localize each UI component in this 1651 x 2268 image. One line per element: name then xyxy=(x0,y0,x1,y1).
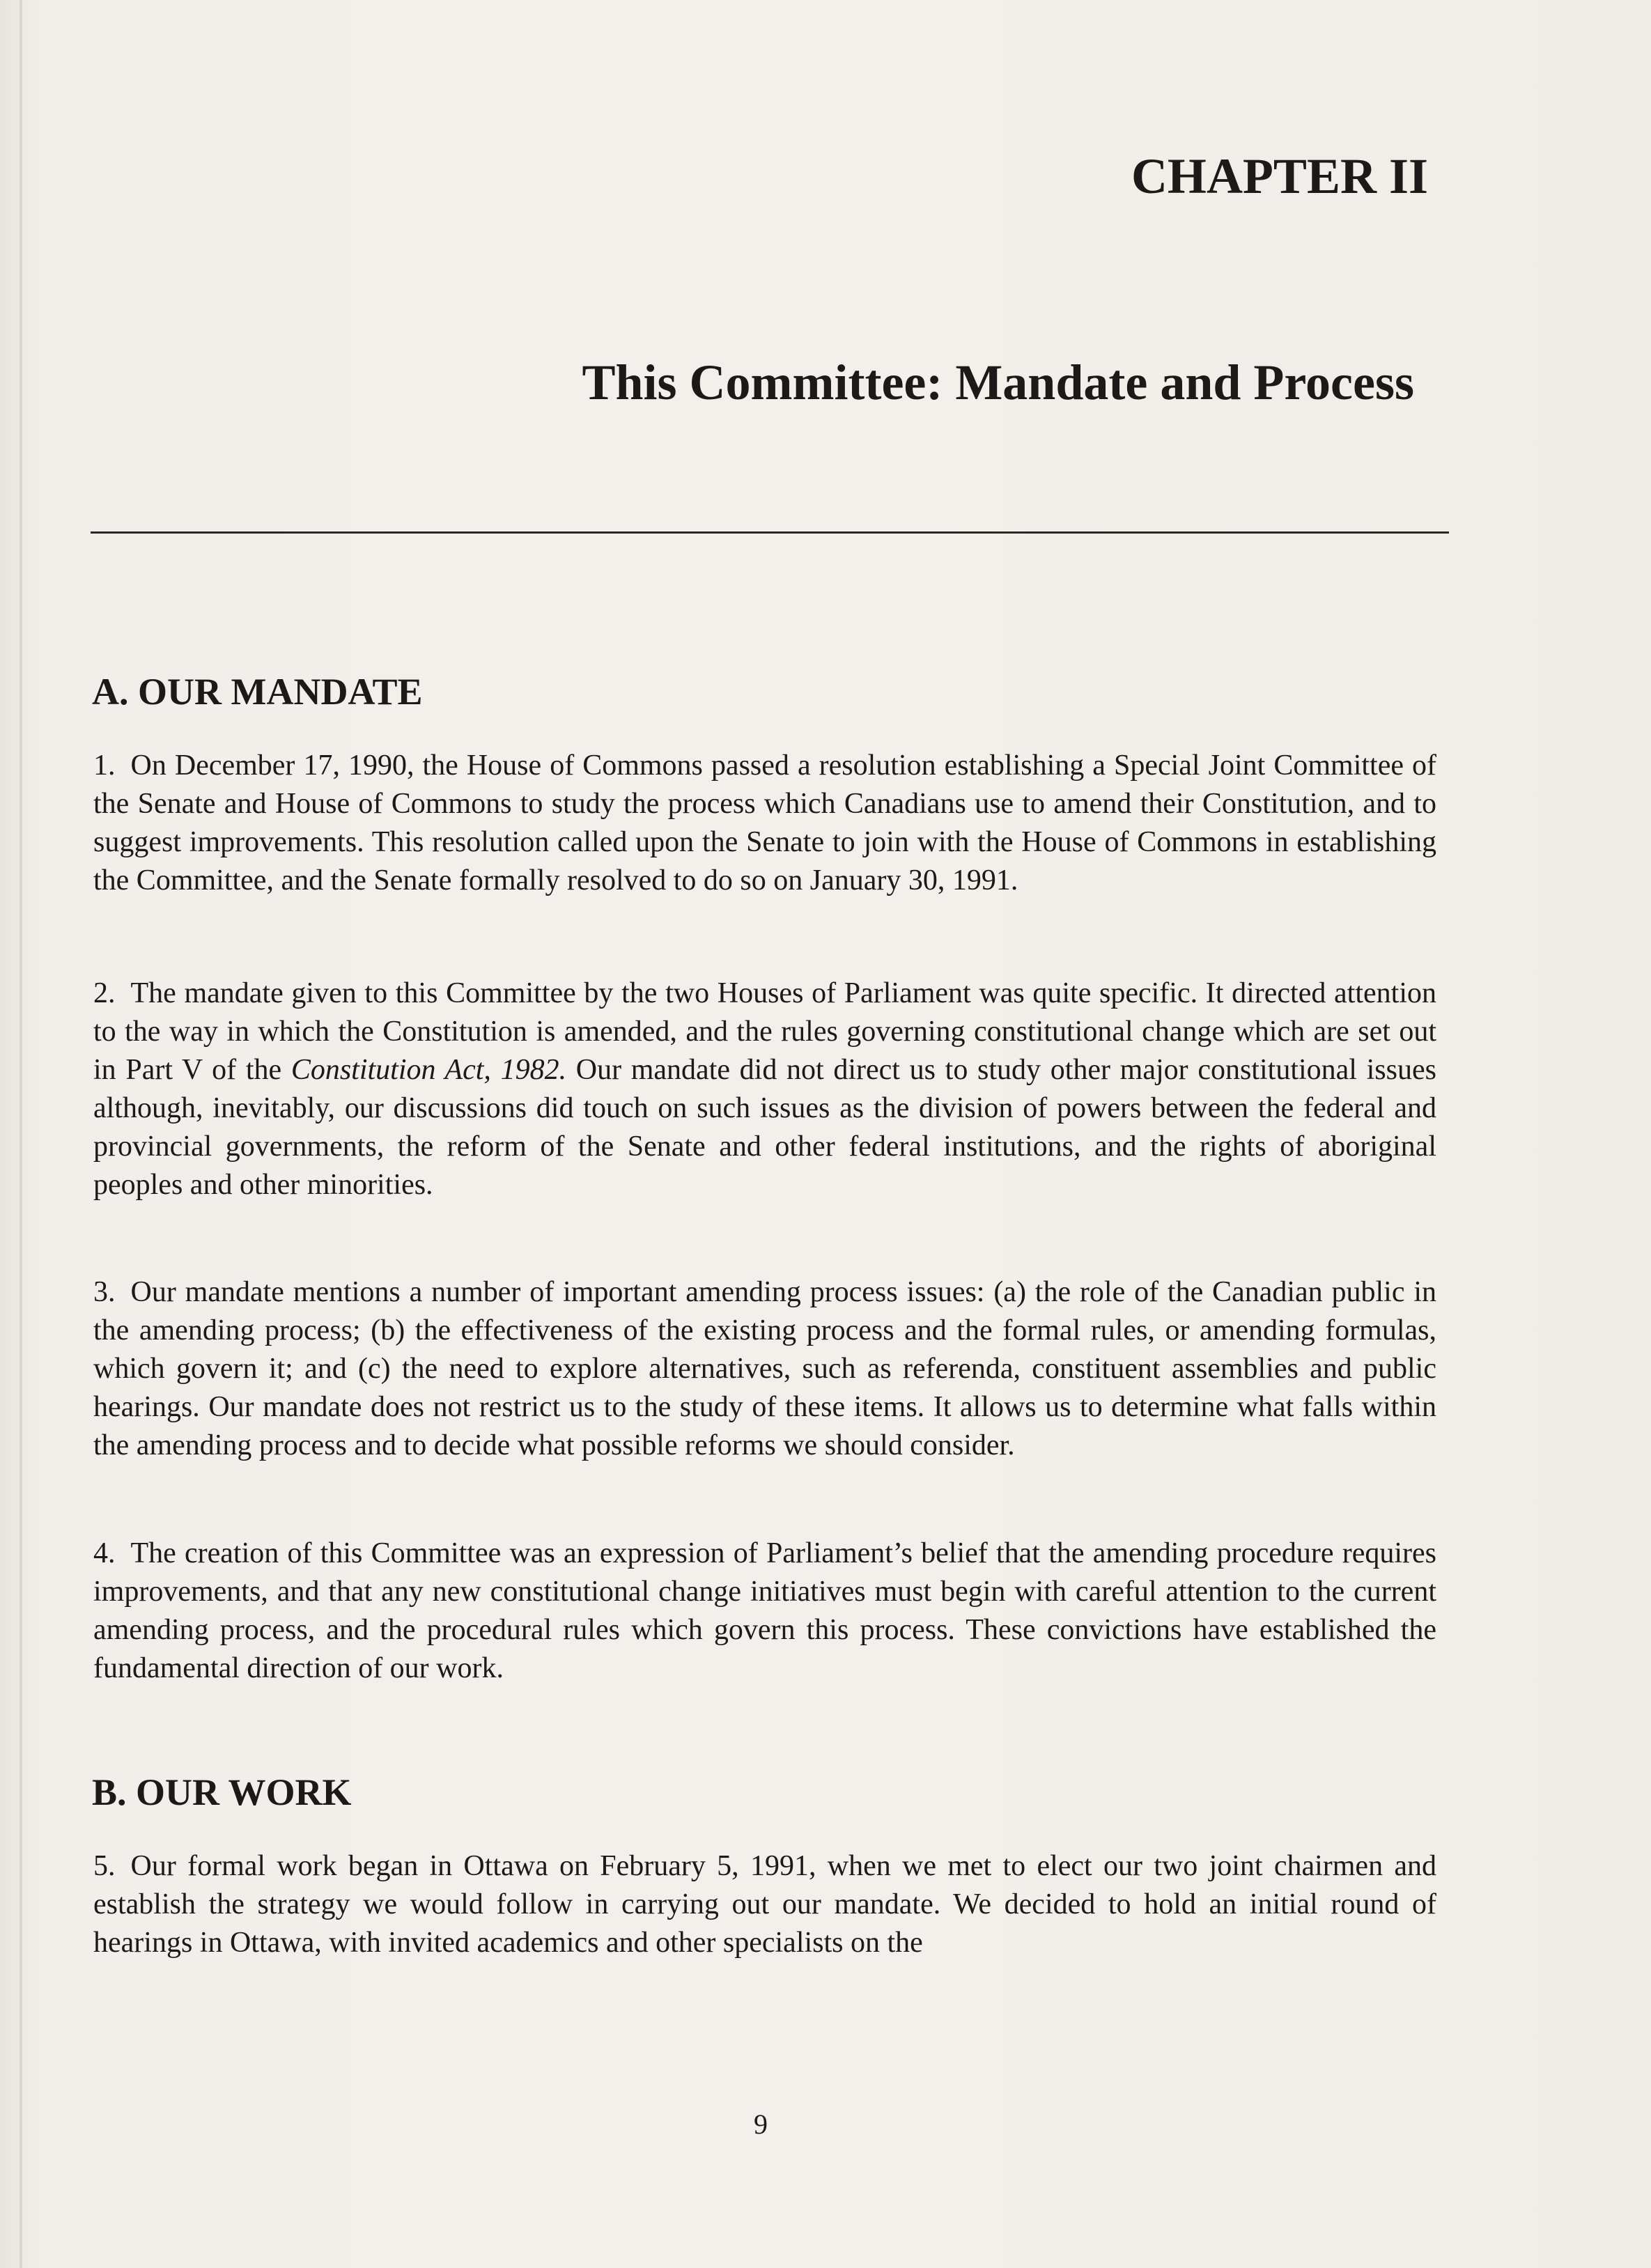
paragraph-number: 4. xyxy=(93,1537,116,1569)
paragraph-text: Our mandate mentions a number of important amending process issues: (a) the role of the Canadian public in the amending process; (b) the effectiveness of the existing process and the formal rules, or amending formulas, which govern it; and (c) the need to explore alternatives, such as referenda, constituent assemblies and public hearings. Our mandate does not restrict us to the study of these items. It allows us to determine what falls within the amending process and to decide what possible reforms we should consider. xyxy=(93,1276,1436,1461)
page-number: 9 xyxy=(754,2108,768,2140)
chapter-label: CHAPTER II xyxy=(1131,148,1428,204)
paragraph-number: 1. xyxy=(93,749,116,782)
act-citation: Constitution Act, 1982. xyxy=(290,1054,567,1086)
paragraph-text: On December 17, 1990, the House of Commons passed a resolution establishing a Special Joint Committee of the Senate and House of Commons to study the process which Canadians use to amend their Constitution, and to suggest improvements. This resolution called upon the Senate to join with the House of Commons in establishing the Committee, and the Senate formally resolved to do so on January 30, 1991. xyxy=(93,749,1436,896)
paragraph-4 xyxy=(93,1535,1436,1688)
paragraph-text: The creation of this Committee was an expression of Parliament’s belief that the amending procedure requires improvements, and that any new constitutional change initiatives must begin with careful attention to the current amending process, and the procedural rules which govern this process. These convictions have established the fundamental direction of our work. xyxy=(93,1537,1436,1684)
paragraph-5 xyxy=(93,1847,1436,1962)
section-heading-our-mandate: A. OUR MANDATE xyxy=(92,671,423,713)
paragraph-3 xyxy=(93,1273,1436,1465)
title-divider xyxy=(91,531,1449,534)
paragraph-2 xyxy=(93,974,1436,1204)
chapter-title: This Committee: Mandate and Process xyxy=(582,355,1414,410)
paragraph-number: 5. xyxy=(93,1850,116,1882)
paragraph-text-continued: Our mandate did not direct us to study other major constitutional issues although, inevitably, our discussions did touch on such issues as the division of powers between the federal and provincial governments, the reform of the Senate and other federal institutions, and the rights of aboriginal peoples and other minorities. xyxy=(93,1054,1436,1201)
page-gutter-shadow xyxy=(20,0,22,2268)
paragraph-number: 2. xyxy=(93,977,116,1009)
paragraph-number: 3. xyxy=(93,1276,116,1308)
paragraph-text: Our formal work began in Ottawa on February 5, 1991, when we met to elect our two joint chairmen and establish the strategy we would follow in carrying out our mandate. We decided to hold an initial round of hearings in Ottawa, with invited academics and other specialists on the xyxy=(93,1850,1436,1959)
section-heading-our-work: B. OUR WORK xyxy=(92,1771,352,1813)
paragraph-text: The mandate given to this Committee by the two Houses of Parliament was quite specific. It directed attention to the way in which the Constitution is amended, and the rules governing constitutional change which are set out in Part V of the xyxy=(93,977,1436,1086)
paragraph-1 xyxy=(93,747,1436,900)
